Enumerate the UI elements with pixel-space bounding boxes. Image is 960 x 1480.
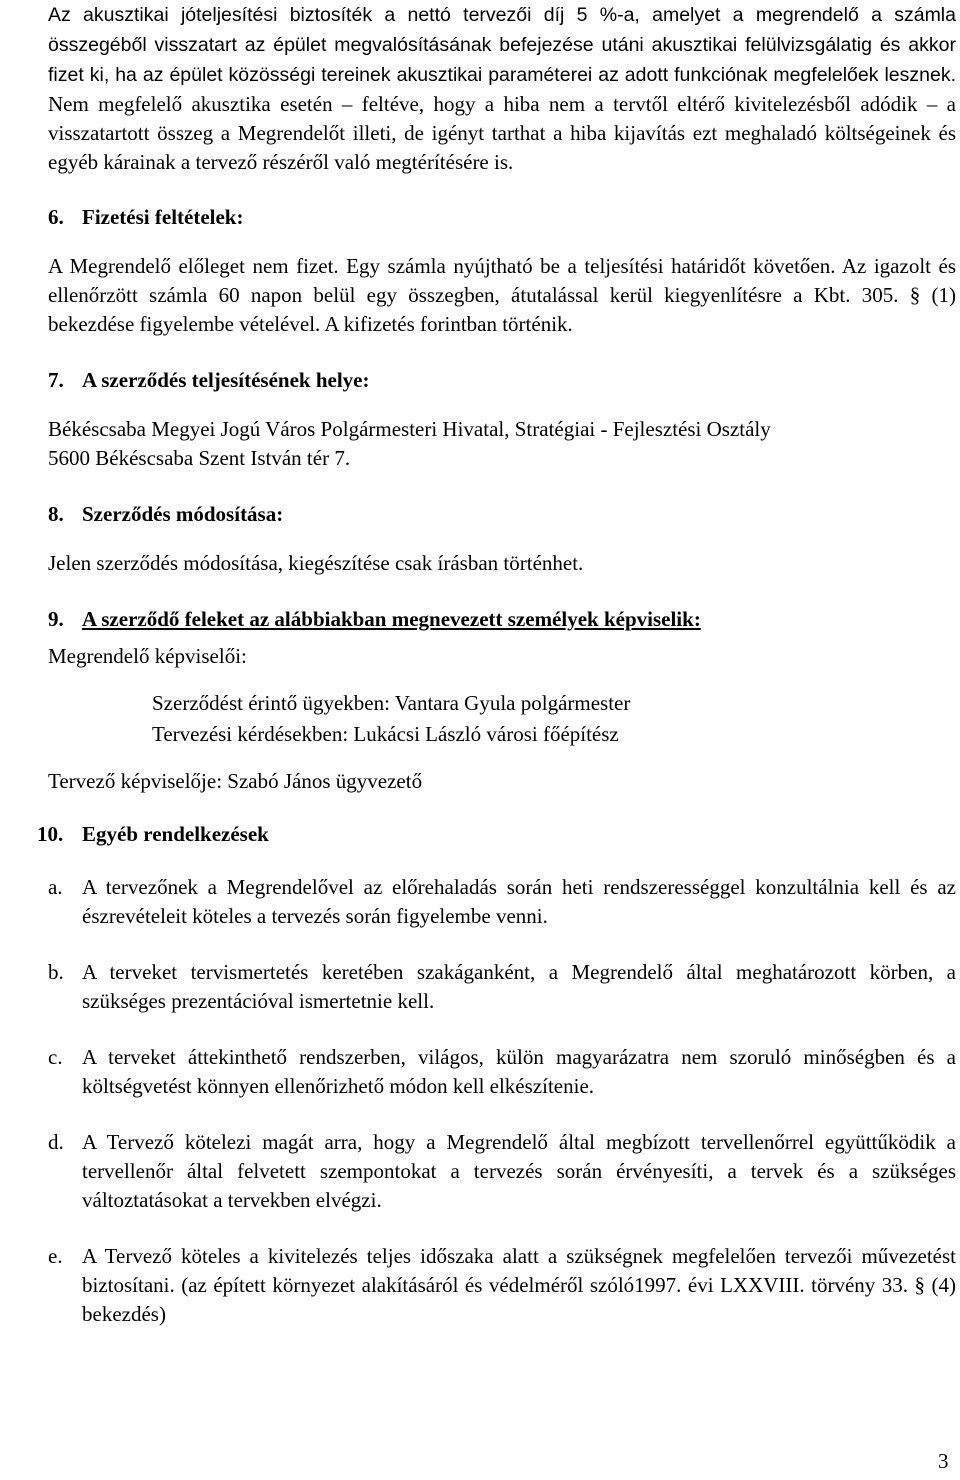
provision-text: A terveket áttekinthető rendszerben, világos, külön magyarázatra nem szoruló minőségben és a költségvetést könnyen ellenőrizhető módon kell elkészítenie. xyxy=(82,1045,956,1098)
provision-text: A Tervező köteles a kivitelezés teljes időszaka alatt a szükségnek megfelelően tervezői művezetést biztosítani. (az épített környezet alakításáról és védelméről szóló1997. évi LXXVIII. törvény 33. § (4) bekezdés) xyxy=(82,1244,956,1326)
section-8-body: Jelen szerződés módosítása, kiegészítése csak írásban történhet. xyxy=(48,551,584,575)
provision-letter: b. xyxy=(48,960,64,984)
section-9-heading xyxy=(48,605,956,634)
section-number: 9. xyxy=(48,607,64,631)
provision-item-c xyxy=(48,1043,956,1101)
provision-letter: a. xyxy=(48,875,63,899)
section-7-heading xyxy=(48,366,956,395)
provision-item-a xyxy=(48,873,956,931)
client-representative-contract: Szerződést érintő ügyekben: Vantara Gyula polgármester xyxy=(152,691,631,715)
page-number: 3 xyxy=(938,1449,949,1473)
section-number: 6. xyxy=(48,205,64,229)
section-title: Egyéb rendelkezések xyxy=(82,822,269,846)
section-10-heading xyxy=(37,820,956,849)
provision-text: A tervezőnek a Megrendelővel az előrehaladás során heti rendszerességgel konzultálnia kell és az észrevételeit köteles a tervezés során figyelembe venni. xyxy=(82,875,956,928)
section-number: 8. xyxy=(48,502,64,526)
section-title: A szerződés teljesítésének helye: xyxy=(82,368,370,392)
section-7-line-2: 5600 Békéscsaba Szent István tér 7. xyxy=(48,446,351,470)
section-number: 7. xyxy=(48,368,64,392)
provision-letter: c. xyxy=(48,1045,63,1069)
provision-letter: d. xyxy=(48,1130,64,1154)
provision-text: A Tervező kötelezi magát arra, hogy a Megrendelő által megbízott tervellenőrrel együttűködik a tervellenőr által felvetett szempontokat a tervezés során érvényesíti, a tervek és a szükséges változtatásokat a tervekben elvégzi. xyxy=(82,1130,956,1212)
section-title: Szerződés módosítása: xyxy=(82,502,284,526)
provision-item-e xyxy=(48,1242,956,1329)
designer-representative: Tervező képviselője: Szabó János ügyvezető xyxy=(48,769,423,793)
section-6-body: A Megrendelő előleget nem fizet. Egy számla nyújtható be a teljesítési határidőt követően. Az igazolt és ellenőrzött számla 60 napon belül egy összegben, átutalással kerül kiegyenlítésre a Kbt. 305. § (1) bekezdése figyelembe vételével. A kifizetés forintban történik. xyxy=(48,254,956,336)
provision-item-d xyxy=(48,1128,956,1215)
section-title: Fizetési feltételek: xyxy=(82,205,244,229)
section-6-heading xyxy=(48,203,956,232)
intro-paragraph xyxy=(48,0,956,177)
section-7-line-1: Békéscsaba Megyei Jogú Város Polgármesteri Hivatal, Stratégiai - Fejlesztési Osztály xyxy=(48,417,771,441)
provision-item-b xyxy=(48,958,956,1016)
section-title: A szerződő feleket az alábbiakban megnevezett személyek képviselik: xyxy=(82,607,701,631)
document-page xyxy=(37,0,956,1329)
client-representative-design: Tervezési kérdésekben: Lukácsi László városi főépítész xyxy=(152,722,619,746)
section-8-heading xyxy=(48,500,956,529)
provision-text: A terveket tervismertetés keretében szakáganként, a Megrendelő által meghatározott körben, a szükséges prezentációval ismertetnie kell. xyxy=(82,960,956,1013)
intro-paragraph-part2: Nem megfelelő akusztika esetén – feltéve, hogy a hiba nem a tervtől eltérő kivitelezésből adódik – a visszatartott összeg a Megrendelőt illeti, de igényt tarthat a hiba kijavítás ezt meghaladó költségeinek és egyéb kárainak a tervező részéről való megtérítésére is. xyxy=(48,92,956,174)
intro-paragraph-part1: Az akusztikai jóteljesítési biztosíték a nettó tervezői díj 5 %-a, amelyet a megrendelő a számla összegéből visszatart az épület megvalósításának befejezése utáni akusztikai felülvizsgálatig és akkor fizet ki, ha az épület közösségi tereinek akusztikai paraméterei az adott funkciónak megfelelőek lesznek. xyxy=(48,4,956,86)
client-representatives-label: Megrendelő képviselői: xyxy=(48,644,247,668)
section-number: 10. xyxy=(37,822,64,846)
provision-letter: e. xyxy=(48,1244,63,1268)
